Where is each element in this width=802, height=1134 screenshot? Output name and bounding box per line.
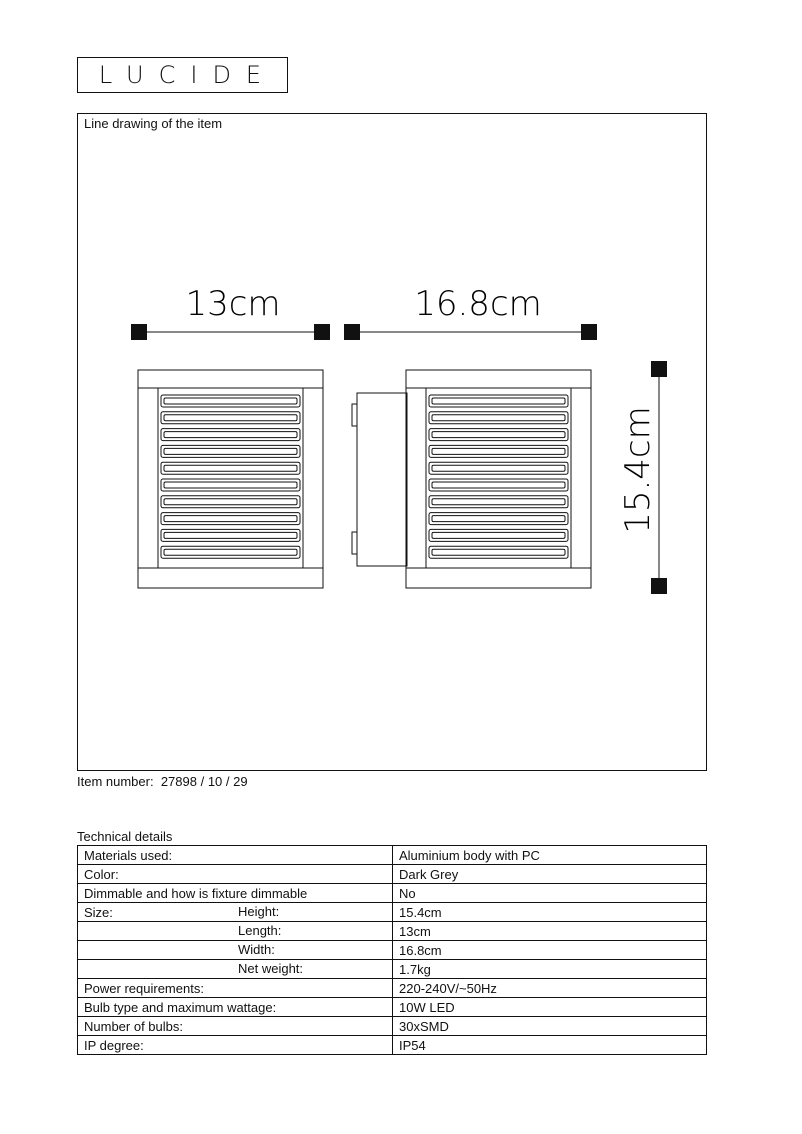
louvre-slat [161,395,300,407]
louvre-slat [161,412,300,424]
louvre-slat-inner [432,516,565,522]
item-number [77,774,248,789]
louvre-slat [161,513,300,525]
spec-label-cell [78,941,393,960]
louvre-slat-inner [432,448,565,454]
louvre-slat-inner [164,448,297,454]
louvre-slat [161,479,300,491]
louvre-slat [429,529,568,541]
spec-label-cell [78,960,393,979]
spec-value: Dark Grey [393,865,707,884]
louvre-slat-inner [432,482,565,488]
spec-sublabel: Length: [238,923,282,938]
louvre-slat [161,496,300,508]
spec-label-cell [78,846,393,865]
louvre-slat [429,479,568,491]
spec-row [78,998,707,1017]
spec-value: 16.8cm [393,941,707,960]
side-louvres [429,395,568,558]
spec-row [78,960,707,979]
louvre-slat-inner [432,465,565,471]
spec-label: Materials used: [84,847,173,863]
spec-value: 10W LED [393,998,707,1017]
drawing-title: Line drawing of the item [84,116,223,131]
spec-label-cell [78,998,393,1017]
louvre-slat-inner [164,432,297,438]
spec-row [78,846,707,865]
spec-row [78,1036,707,1055]
spec-sublabel: Width: [238,942,275,957]
spec-sublabel: Net weight: [238,961,304,976]
spec-value: 13cm [393,922,707,941]
spec-row [78,865,707,884]
spec-label: IP degree: [84,1037,144,1053]
spec-row [78,903,707,922]
spec-label-cell [78,884,393,903]
spec-label: Bulb type and maximum wattage: [84,999,277,1015]
spec-row [78,1017,707,1036]
height-dimension [618,361,667,594]
louvre-slat [161,462,300,474]
louvre-slat-inner [164,532,297,538]
spec-row [78,922,707,941]
louvre-slat-inner [432,415,565,421]
louvre-slat [161,529,300,541]
technical-details-table [77,845,707,1055]
louvre-slat [429,462,568,474]
louvre-slat-inner [432,499,565,505]
width-dimension [344,284,597,340]
spec-value: Aluminium body with PC [393,846,707,865]
spec-value: No [393,884,707,903]
spec-label-cell [78,1036,393,1055]
louvre-slat-inner [164,415,297,421]
front-louvres [161,395,300,558]
spec-label: Power requirements: [84,980,204,996]
spec-label: Size: [84,904,113,920]
louvre-slat [429,429,568,441]
louvre-slat-inner [164,482,297,488]
spec-label-cell [78,1017,393,1036]
spec-label: Color: [84,866,119,882]
louvre-slat-inner [432,532,565,538]
louvre-slat [161,546,300,558]
louvre-slat [429,496,568,508]
louvre-slat-inner [164,549,297,555]
louvre-slat-inner [164,516,297,522]
length-dimension [131,284,330,340]
spec-label-cell [78,865,393,884]
spec-value: 15.4cm [393,903,707,922]
side-view [352,370,591,588]
height-dimension-label: 15.4cm [618,406,658,534]
width-dimension-label: 16.8cm [414,284,542,324]
spec-label: Dimmable and how is fixture dimmable [84,885,308,901]
spec-row [78,884,707,903]
louvre-slat [429,546,568,558]
spec-label-cell [78,922,393,941]
louvre-slat-inner [164,465,297,471]
spec-label-cell [78,903,393,922]
louvre-slat [429,412,568,424]
length-dimension-label: 13cm [185,284,281,324]
louvre-slat-inner [432,549,565,555]
louvre-slat-inner [432,432,565,438]
louvre-slat-inner [164,499,297,505]
spec-value: 1.7kg [393,960,707,979]
louvre-slat [161,445,300,457]
spec-value: IP54 [393,1036,707,1055]
louvre-slat [429,513,568,525]
spec-label-cell [78,979,393,998]
louvre-slat [429,445,568,457]
item-number-label: Item number: [77,774,154,789]
spec-row [78,941,707,960]
front-view [138,370,323,588]
logo-text: LUCIDE [98,61,277,89]
louvre-slat [429,395,568,407]
louvre-slat-inner [432,398,565,404]
louvre-slat-inner [164,398,297,404]
spec-value: 30xSMD [393,1017,707,1036]
item-number-value: 27898 / 10 / 29 [160,774,248,789]
spec-label: Number of bulbs: [84,1018,183,1034]
spec-value: 220-240V/~50Hz [393,979,707,998]
spec-sublabel: Height: [238,904,280,919]
spec-row [78,979,707,998]
louvre-slat [161,429,300,441]
technical-details-title: Technical details [77,829,173,844]
